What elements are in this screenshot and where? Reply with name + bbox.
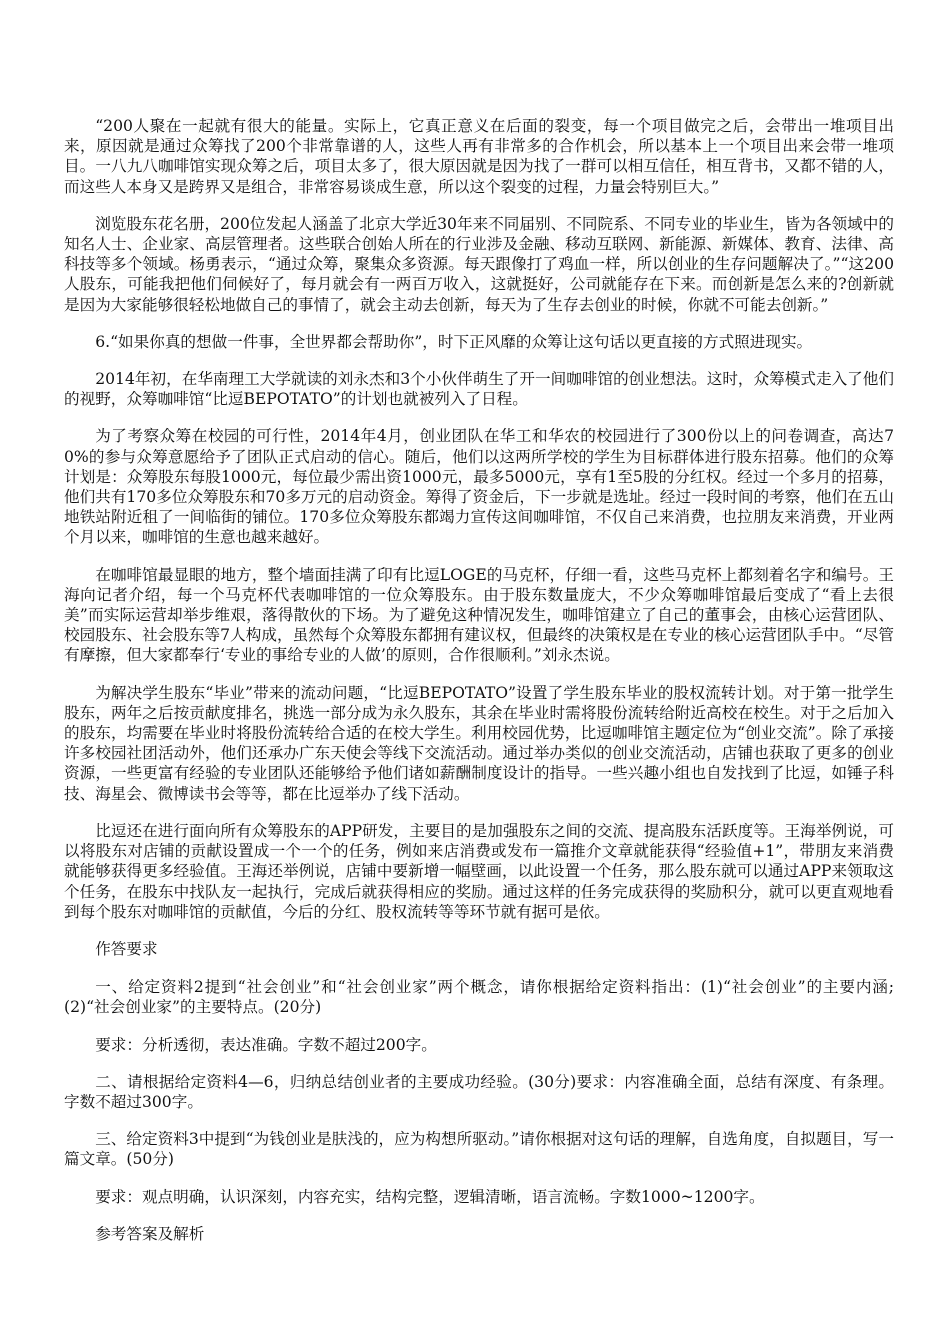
paragraph-equity-transfer: 为解决学生股东“毕业”带来的流动问题，“比逗BEPOTATO”设置了学生股东毕业的股权流转计划。对于第一批学生股东，两年之后按贡献度排名，挑选一部分成为永久股东，其余在毕业时需将股份流转给附近高校在校生。对于之后加入的股东，均需要在毕业时将股份流转给合适的在校大学生。利用校园优势，比逗咖啡馆主题定位为“创业交流”。除了承接许多校园社团活动外，他们还承办广东天使会等线下交流活动。通过举办类似的创业交流活动，店铺也获取了更多的创业资源，一些更富有经验的专业团队还能够给予他们诸如薪酬制度设计的指导。一些兴趣小组也自发找到了比逗，如锤子科技、海星会、微博读书会等等，都在比逗举办了线下活动。 [64,683,894,803]
section-heading-reference-answers: 参考答案及解析 [95,1224,205,1243]
paragraph-campus-survey: 为了考察众筹在校园的可行性，2014年4月，创业团队在华工和华农的校园进行了300份以上的问卷调查，高达70%的参与众筹意愿给予了团队正式启动的信心。随后，他们以这两所学校的学生为目标群体进行股东招募。他们的众筹计划是：众筹股东每股1000元，每位最少需出资1000元，最多5000元，享有1至5股的分红权。经过一个多月的招募，他们共有170多位众筹股东和70多万元的启动资金。筹得了资金后，下一步就是选址。经过一段时间的考察，他们在五山地铁站附近租了一间临街的铺位。170多位众筹股东都竭力宣传这间咖啡馆，不仅自己来消费，也拉朋友来消费，开业两个月以来，咖啡馆的生意也越来越好。 [64,427,894,547]
paragraph-app-development: 比逗还在进行面向所有众筹股东的APP研发，主要目的是加强股东之间的交流、提高股东活跃度等。王海举例说，可以将股东对店铺的贡献设置成一个一个的任务，例如来店消费或发布一篇推介文章就能获得“经验值+1”，带朋友来消费就能够获得更多经验值。王海还举例说，店铺中要新增一幅壁画，以此设置一个任务，那么股东就可以通过APP来领取这个任务，在股东中找队友一起执行，完成后就获得相应的奖励。通过这样的任务完成获得的奖励积分，就可以更直观地看到每个股东对咖啡馆的贡献值，今后的分红、股权流转等等环节就有据可是依。 [64,821,894,921]
paragraph-shareholder-roster: 浏览股东花名册，200位发起人涵盖了北京大学近30年来不同届别、不同院系、不同专业的毕业生，皆为各领域中的知名人士、企业家、高层管理者。这些联合创始人所在的行业涉及金融、移动互联网、新能源、新媒体、教育、法律、高科技等多个领域。杨勇表示，“通过众筹，聚集众多资源。每天跟像打了鸡血一样，所以创业的生存问题解决了。”“这200人股东，可能我把他们伺候好了，每月就会有一两百万收入，这就挺好，公司就能存在下来。而创新是怎么来的?创新就是因为大家能够很轻松地做自己的事情了，就会主动去创新，每天为了生存去创业的时候，你就不可能去创新。” [64,214,894,314]
question-1-requirement: 要求：分析透彻，表达准确。字数不超过200字。 [95,1035,437,1054]
question-1: 一、给定资料2提到“社会创业”和“社会创业家”两个概念，请你根据给定资料指出：(1)“社会创业”的主要内涵;(2)“社会创业家”的主要特点。(20分) [64,978,894,1017]
question-2: 二、请根据给定资料4—6，归纳总结创业者的主要成功经验。(30分)要求：内容准确全面，总结有深度、有条理。字数不超过300字。 [64,1072,894,1111]
document-body [64,116,894,1261]
paragraph-quote-200-shareholders: “200人聚在一起就有很大的能量。实际上，它真正意义在后面的裂变，每一个项目做完之后，会带出一堆项目出来，原因就是通过众筹找了200个非常靠谱的人，这些人再有非常多的合作机会，所以基本上一个项目出来会带一堆项目。一八九八咖啡馆实现众筹之后，项目太多了，很大原因就是因为找了一群可以相互信任，相互背书，又都不错的人，而这些人本身又是跨界又是组合，非常容易谈成生意，所以这个裂变的过程，力量会特别巨大。” [64,117,894,196]
paragraph-bepotato-origin: 2014年初，在华南理工大学就读的刘永杰和3个小伙伴萌生了开一间咖啡馆的创业想法。这时，众筹模式走入了他们的视野，众筹咖啡馆“比逗BEPOTATO”的计划也就被列入了日程。 [64,370,894,409]
section-heading-answer-requirements: 作答要求 [95,939,158,958]
paragraph-mug-wall: 在咖啡馆最显眼的地方，整个墙面挂满了印有比逗LOGE的马克杯，仔细一看，这些马克杯上都刻着名字和编号。王海向记者介绍，每一个马克杯代表咖啡馆的一位众筹股东。由于股东数量庞大，不少众筹咖啡馆最后变成了“看上去很美”而实际运营却举步维艰，落得散伙的下场。为了避免这种情况发生，咖啡馆建立了自己的董事会，由核心运营团队、校园股东、社会股东等7人构成，虽然每个众筹股东都拥有建议权，但最终的决策权是在专业的核心运营团队手中。“尽管有摩擦，但大家都奉行‘专业的事给专业的人做’的原则，合作很顺利。”刘永杰说。 [64,565,894,665]
question-3: 三、给定资料3中提到“为钱创业是肤浅的，应为构想所驱动。”请你根据对这句话的理解，自选角度，自拟题目，写一篇文章。(50分) [64,1130,894,1169]
paragraph-section-6-intro: 6.“如果你真的想做一件事，全世界都会帮助你”，时下正风靡的众筹让这句话以更直接的方式照进现实。 [95,332,813,351]
question-3-requirement: 要求：观点明确，认识深刻，内容充实，结构完整，逻辑清晰，语言流畅。字数1000~1200字。 [95,1187,765,1206]
